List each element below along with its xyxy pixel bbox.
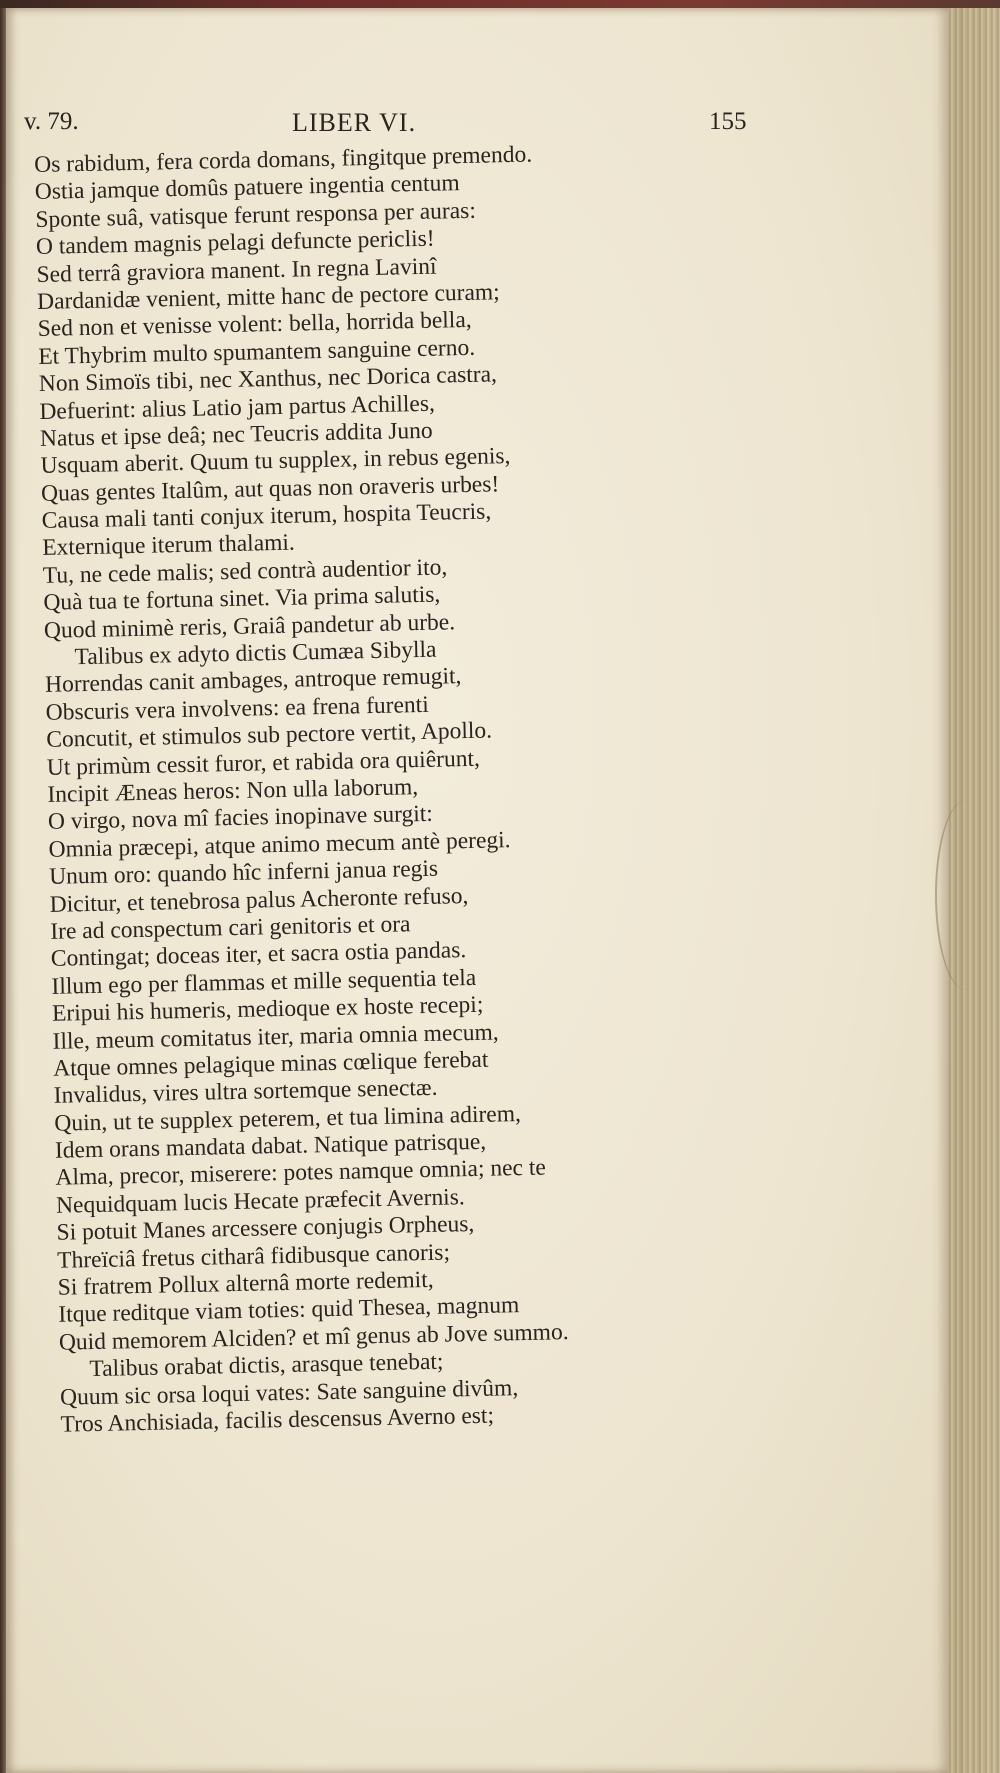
verse-line: Defuerint: alius Latio jam partus Achilles, xyxy=(39,390,436,425)
verse-reference: v. 79. xyxy=(24,108,79,135)
verse-line: Illum ego per flammas et mille sequentia tela xyxy=(51,964,477,1000)
page-header xyxy=(24,108,764,140)
verse-line: Alma, precor, miserere: potes namque omnia; nec te xyxy=(55,1154,547,1192)
verse-line: Os rabidum, fera corda domans, fingitque premendo. xyxy=(34,141,533,178)
verse-line: Non Simoïs tibi, nec Xanthus, nec Dorica castra, xyxy=(38,361,498,398)
verse-line: Sed non et venisse volent: bella, horrida bella, xyxy=(37,307,472,343)
verse-line: Tu, ne cede malis; sed contrà audentior ito, xyxy=(42,554,448,589)
verse-line: Sed terrâ graviora manent. In regna Lavinî xyxy=(36,253,437,288)
verse-line: Incipit Æneas heros: Non ulla laborum, xyxy=(47,774,419,808)
page-number: 155 xyxy=(709,108,747,135)
verse-line: Quod minimè reris, Graiâ pandetur ab urbe. xyxy=(43,608,456,644)
verse-line: O tandem magnis pelagi defuncte periclis! xyxy=(35,225,435,261)
verse-line: Ire ad conspectum cari genitoris et ora xyxy=(50,911,411,945)
verse-line: Usquam aberit. Quum tu supplex, in rebus egenis, xyxy=(40,443,511,480)
verse-line: Sponte suâ, vatisque ferunt responsa per auras: xyxy=(35,197,477,233)
verse-line: Ut primùm cessit furor, et rabida ora quiêrunt, xyxy=(46,745,481,781)
verse-line: Et Thybrim multo spumantem sanguine cerno. xyxy=(38,334,476,370)
verse-line: Quà tua te fortuna sinet. Via prima salutis, xyxy=(43,581,441,617)
verse-line: Ille, meum comitatus iter, maria omnia mecum, xyxy=(52,1018,499,1055)
verse-line: Atque omnes pelagique minas cœlique ferebat xyxy=(52,1046,489,1082)
verse-line: Threïciâ fretus citharâ fidibusque canoris; xyxy=(56,1239,451,1274)
verse-line: Itque reditque viam toties: quid Thesea, magnum xyxy=(58,1292,520,1329)
book-title: LIBER VI. xyxy=(292,108,417,137)
verse-line: Dicitur, et tenebrosa palus Acheronte refuso, xyxy=(49,882,469,918)
verse-line: Externique iterum thalami. xyxy=(42,530,296,562)
verse-line: Causa mali tanti conjux iterum, hospita Teucris, xyxy=(41,498,492,534)
verse-line: Quid memorem Alciden? et mî genus ab Jove summo. xyxy=(58,1318,569,1356)
verse-line: Horrendas canit ambages, antroque remugit, xyxy=(44,663,462,699)
verse-line: Contingat; doceas iter, et sacra ostia pandas. xyxy=(50,937,467,973)
verse-line: Quin, ut te supplex peterem, et tua limina adirem, xyxy=(54,1100,522,1137)
page-curl xyxy=(935,800,997,990)
verse-line: Natus et ipse deâ; nec Teucris addita Juno xyxy=(39,417,433,452)
verse-line: Concutit, et stimulos sub pectore vertit, Apollo. xyxy=(46,717,493,754)
verse-line: Obscuris vera involvens: ea frena furenti xyxy=(45,691,429,726)
verse-line: Eripui his humeris, medioque ex hoste recepi; xyxy=(51,991,484,1027)
verse-line: Talibus orabat dictis, arasque tenebat; xyxy=(89,1348,444,1383)
verse-line: Quas gentes Italûm, aut quas non oraveris urbes! xyxy=(40,471,500,507)
verse-line: Si fratrem Pollux alternâ morte redemit, xyxy=(57,1266,434,1301)
verse-line: Invalidus, vires ultra sortemque senectæ. xyxy=(53,1075,438,1110)
verse-line: Ostia jamque domûs patuere ingentia centum xyxy=(34,170,460,206)
verse-line: Quum sic orsa loqui vates: Sate sanguine divûm, xyxy=(59,1374,519,1411)
verse-line: Idem orans mandata dabat. Natique patrisque, xyxy=(54,1128,487,1164)
verse-line: Omnia præcepi, atque animo mecum antè peregi. xyxy=(48,826,511,863)
verse-line: Tros Anchisiada, facilis descensus Averno est; xyxy=(60,1402,495,1438)
poem-text xyxy=(34,135,851,1439)
verse-line: Unum oro: quando hîc inferni janua regis xyxy=(48,855,439,890)
verse-line: O virgo, nova mî facies inopinave surgit: xyxy=(47,801,434,836)
verse-line: Dardanidæ venient, mitte hanc de pectore curam; xyxy=(36,279,500,315)
verse-line: Si potuit Manes arcessere conjugis Orpheus, xyxy=(56,1211,475,1246)
verse-line: Nequidquam lucis Hecate præfecit Avernis. xyxy=(55,1184,465,1219)
binding-edge xyxy=(0,0,1000,8)
verse-line: Talibus ex adyto dictis Cumæa Sibylla xyxy=(74,636,437,671)
